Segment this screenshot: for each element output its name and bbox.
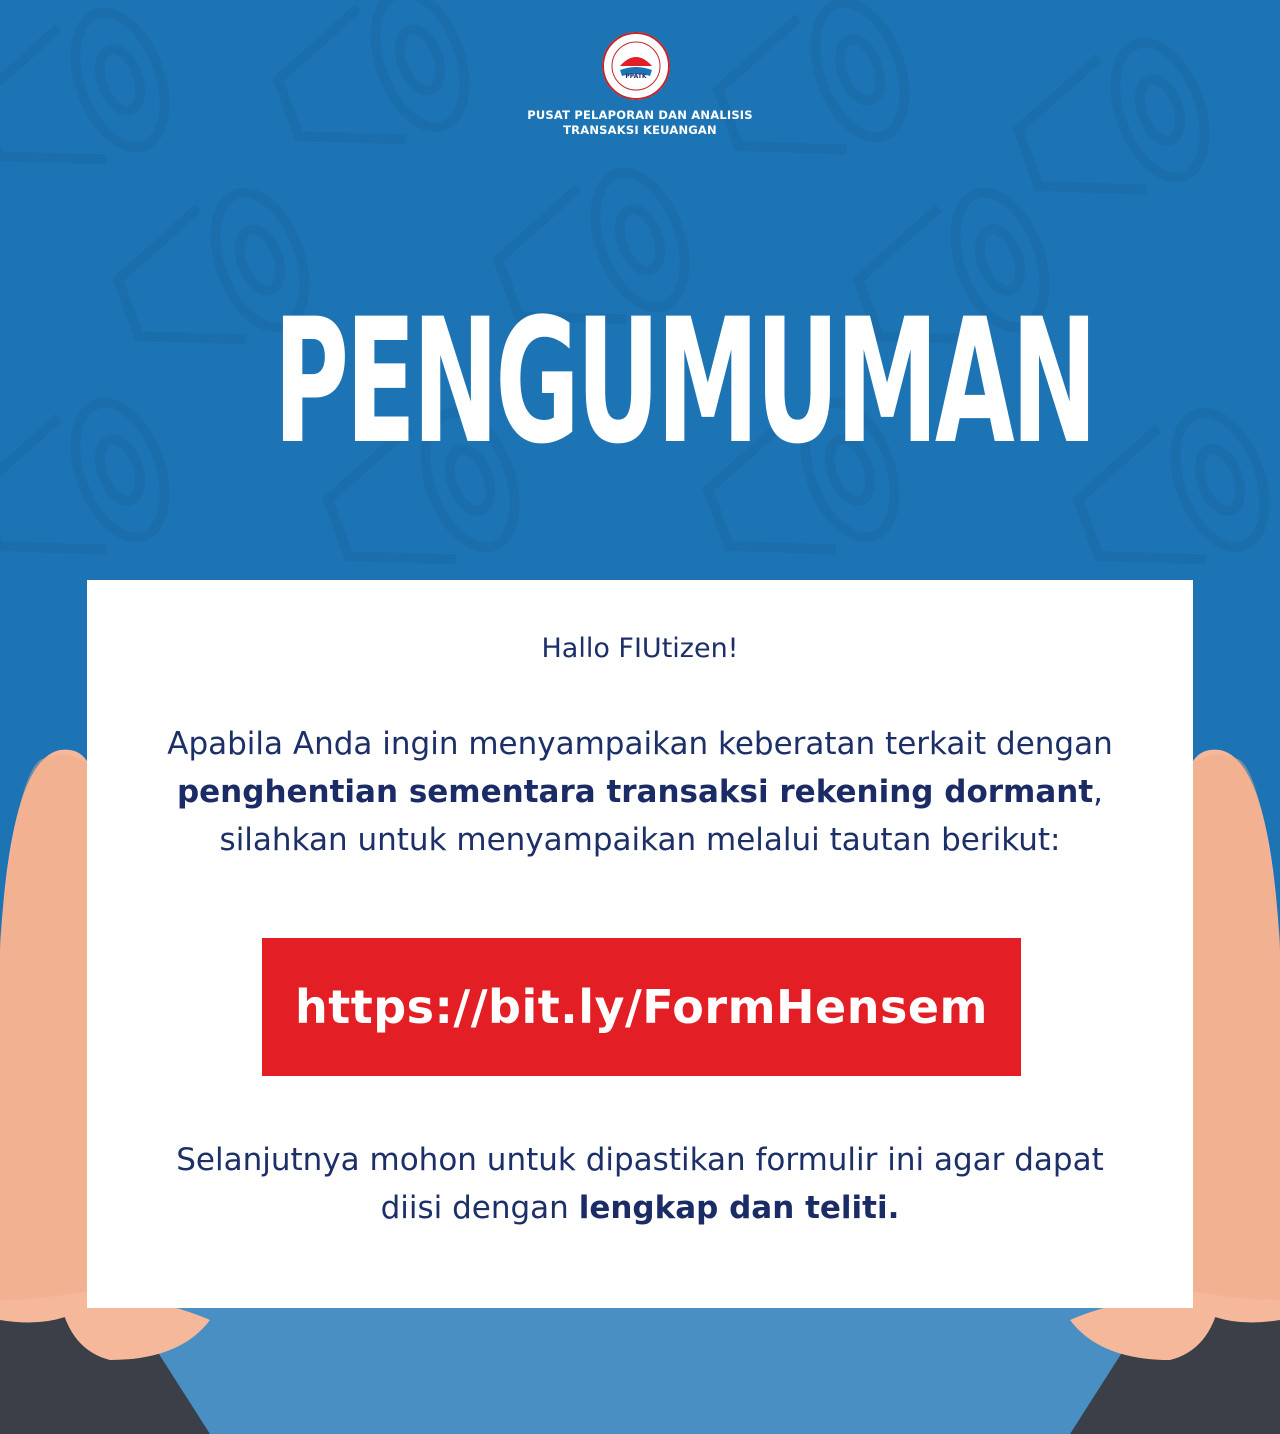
highlight-dormant: penghentian sementara transaksi rekening dormant [176, 774, 1094, 810]
form-link[interactable]: https://bit.ly/FormHensem [295, 980, 988, 1034]
instruction-paragraph: Apabila Anda ingin menyampaikan keberatan terkait dengan penghentian sementara transaksi rekening dormant, silahkan untuk menyampaikan melalui tautan berikut: [167, 726, 1113, 858]
logo-abbr: PPATK [625, 73, 647, 80]
announcement-card [87, 580, 1193, 1308]
logo-emblem-icon [600, 30, 672, 102]
form-link-button[interactable] [262, 938, 1021, 1076]
org-name-line1: PUSAT PELAPORAN DAN ANALISIS [527, 108, 753, 122]
greeting: Hallo FIUtizen! [541, 633, 739, 664]
ppatk-logo [600, 30, 672, 102]
organization-name [440, 108, 840, 138]
org-name-line2: TRANSAKSI KEUANGAN [563, 123, 717, 137]
highlight-complete: lengkap dan teliti. [578, 1190, 900, 1226]
announcement-headline: PENGUMUMAN [273, 281, 1094, 482]
closing-paragraph: Selanjutnya mohon untuk dipastikan formulir ini agar dapat diisi dengan lengkap dan teliti. [176, 1142, 1104, 1226]
